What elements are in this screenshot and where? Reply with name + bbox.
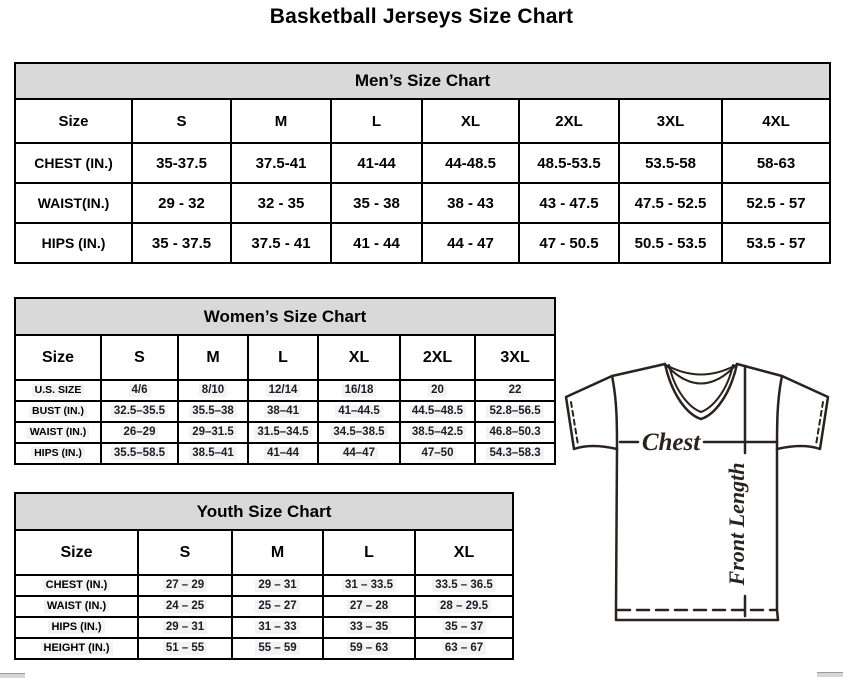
- size-cell: 25 – 27: [232, 596, 323, 617]
- row-label: HIPS (IN.): [15, 443, 101, 464]
- size-cell: 58-63: [722, 143, 830, 183]
- size-cell: 32.5–35.5: [101, 401, 178, 422]
- table-row: [15, 422, 555, 443]
- size-cell: 31.5–34.5: [248, 422, 318, 443]
- column-header: S: [132, 99, 231, 143]
- size-cell: 43 - 47.5: [519, 183, 619, 223]
- size-cell: 37.5 - 41: [231, 223, 331, 263]
- column-header: Size: [15, 99, 132, 143]
- size-cell: 35 – 37: [415, 617, 513, 638]
- size-cell: 47.5 - 52.5: [619, 183, 722, 223]
- size-cell: 32 - 35: [231, 183, 331, 223]
- table-row: [15, 143, 830, 183]
- table-title: Youth Size Chart: [15, 493, 513, 530]
- size-cell: 22: [475, 380, 555, 401]
- size-cell: 4/6: [101, 380, 178, 401]
- size-cell: 29–31.5: [178, 422, 248, 443]
- size-cell: 27 – 29: [138, 575, 232, 596]
- size-cell: 44 - 47: [422, 223, 519, 263]
- table-title-row: [15, 63, 830, 99]
- page-title: Basketball Jerseys Size Chart: [269, 5, 574, 28]
- size-cell: 38.5–41: [178, 443, 248, 464]
- size-cell: 46.8–50.3: [475, 422, 555, 443]
- size-cell: 16/18: [318, 380, 400, 401]
- size-cell: 44–47: [318, 443, 400, 464]
- table-title-row: [15, 298, 555, 335]
- size-cell: 35 - 37.5: [132, 223, 231, 263]
- size-cell: 33 – 35: [323, 617, 415, 638]
- size-cell: 50.5 - 53.5: [619, 223, 722, 263]
- row-label: BUST (IN.): [15, 401, 101, 422]
- size-cell: 44-48.5: [422, 143, 519, 183]
- size-cell: 33.5 – 36.5: [415, 575, 513, 596]
- size-cell: 34.5–38.5: [318, 422, 400, 443]
- column-header: S: [101, 335, 178, 380]
- table-row: [15, 596, 513, 617]
- size-cell: 52.5 - 57: [722, 183, 830, 223]
- column-header: XL: [318, 335, 400, 380]
- size-cell: 28 – 29.5: [415, 596, 513, 617]
- chest-label: Chest: [641, 429, 701, 456]
- size-cell: 48.5-53.5: [519, 143, 619, 183]
- column-header: 3XL: [619, 99, 722, 143]
- size-cell: 31 – 33.5: [323, 575, 415, 596]
- table-row: [15, 183, 830, 223]
- womens-size-table: [14, 297, 556, 465]
- size-cell: 29 - 32: [132, 183, 231, 223]
- size-cell: 41-44: [331, 143, 422, 183]
- table-row: [15, 223, 830, 263]
- youth-size-table: [14, 492, 514, 660]
- column-header: 2XL: [519, 99, 619, 143]
- row-label: CHEST (IN.): [15, 143, 132, 183]
- size-cell: 44.5–48.5: [400, 401, 475, 422]
- size-cell: 54.3–58.3: [475, 443, 555, 464]
- scrollbar-fragment-right[interactable]: [817, 672, 843, 677]
- table-row: [15, 617, 513, 638]
- size-cell: 41–44.5: [318, 401, 400, 422]
- size-cell: 53.5 - 57: [722, 223, 830, 263]
- row-label: HEIGHT (IN.): [15, 638, 138, 659]
- row-label: WAIST (IN.): [15, 422, 101, 443]
- front-length-label: Front Length: [724, 462, 749, 586]
- column-header: 3XL: [475, 335, 555, 380]
- size-cell: 24 – 25: [138, 596, 232, 617]
- column-header: Size: [15, 335, 101, 380]
- row-label: CHEST (IN.): [15, 575, 138, 596]
- column-header-row: [15, 530, 513, 575]
- size-cell: 59 – 63: [323, 638, 415, 659]
- row-label: HIPS (IN.): [15, 223, 132, 263]
- row-label: HIPS (IN.): [15, 617, 138, 638]
- jersey-collar-back-arc: [666, 365, 736, 375]
- size-cell: 38.5–42.5: [400, 422, 475, 443]
- size-cell: 37.5-41: [231, 143, 331, 183]
- size-cell: 47–50: [400, 443, 475, 464]
- table-title: Women’s Size Chart: [15, 298, 555, 335]
- size-cell: 26–29: [101, 422, 178, 443]
- size-cell: 47 - 50.5: [519, 223, 619, 263]
- table-title: Men’s Size Chart: [15, 63, 830, 99]
- column-header: M: [232, 530, 323, 575]
- size-cell: 12/14: [248, 380, 318, 401]
- size-cell: 41 - 44: [331, 223, 422, 263]
- jersey-vneck-outer: [665, 364, 737, 419]
- mens-size-table: [14, 62, 831, 264]
- column-header: M: [178, 335, 248, 380]
- table-row: [15, 638, 513, 659]
- jersey-torso: [612, 364, 782, 620]
- size-cell: 63 – 67: [415, 638, 513, 659]
- column-header: L: [331, 99, 422, 143]
- jersey-measurement-diagram: [560, 358, 840, 628]
- table-title-row: [15, 493, 513, 530]
- table-row: [15, 575, 513, 596]
- jersey-outline-icon: [560, 358, 840, 628]
- column-header-row: [15, 99, 830, 143]
- row-label: WAIST (IN.): [15, 596, 138, 617]
- size-cell: 29 – 31: [232, 575, 323, 596]
- jersey-vneck-inner: [669, 365, 733, 412]
- size-cell: 35-37.5: [132, 143, 231, 183]
- size-cell: 41–44: [248, 443, 318, 464]
- size-cell: 52.8–56.5: [475, 401, 555, 422]
- column-header: XL: [415, 530, 513, 575]
- size-cell: 29 – 31: [138, 617, 232, 638]
- size-cell: 31 – 33: [232, 617, 323, 638]
- size-cell: 55 – 59: [232, 638, 323, 659]
- size-cell: 53.5-58: [619, 143, 722, 183]
- column-header: 2XL: [400, 335, 475, 380]
- column-header: S: [138, 530, 232, 575]
- column-header: Size: [15, 530, 138, 575]
- size-cell: 8/10: [178, 380, 248, 401]
- column-header: L: [248, 335, 318, 380]
- column-header: L: [323, 530, 415, 575]
- column-header: M: [231, 99, 331, 143]
- column-header: 4XL: [722, 99, 830, 143]
- table-row: [15, 380, 555, 401]
- scrollbar-fragment-left[interactable]: [0, 673, 25, 678]
- row-label: U.S. SIZE: [15, 380, 101, 401]
- size-cell: 27 – 28: [323, 596, 415, 617]
- size-cell: 35 - 38: [331, 183, 422, 223]
- table-row: [15, 401, 555, 422]
- size-cell: 35.5–38: [178, 401, 248, 422]
- size-cell: 35.5–58.5: [101, 443, 178, 464]
- row-label: WAIST(IN.): [15, 183, 132, 223]
- size-cell: 51 – 55: [138, 638, 232, 659]
- column-header-row: [15, 335, 555, 380]
- size-cell: 20: [400, 380, 475, 401]
- size-cell: 38–41: [248, 401, 318, 422]
- size-cell: 38 - 43: [422, 183, 519, 223]
- table-row: [15, 443, 555, 464]
- column-header: XL: [422, 99, 519, 143]
